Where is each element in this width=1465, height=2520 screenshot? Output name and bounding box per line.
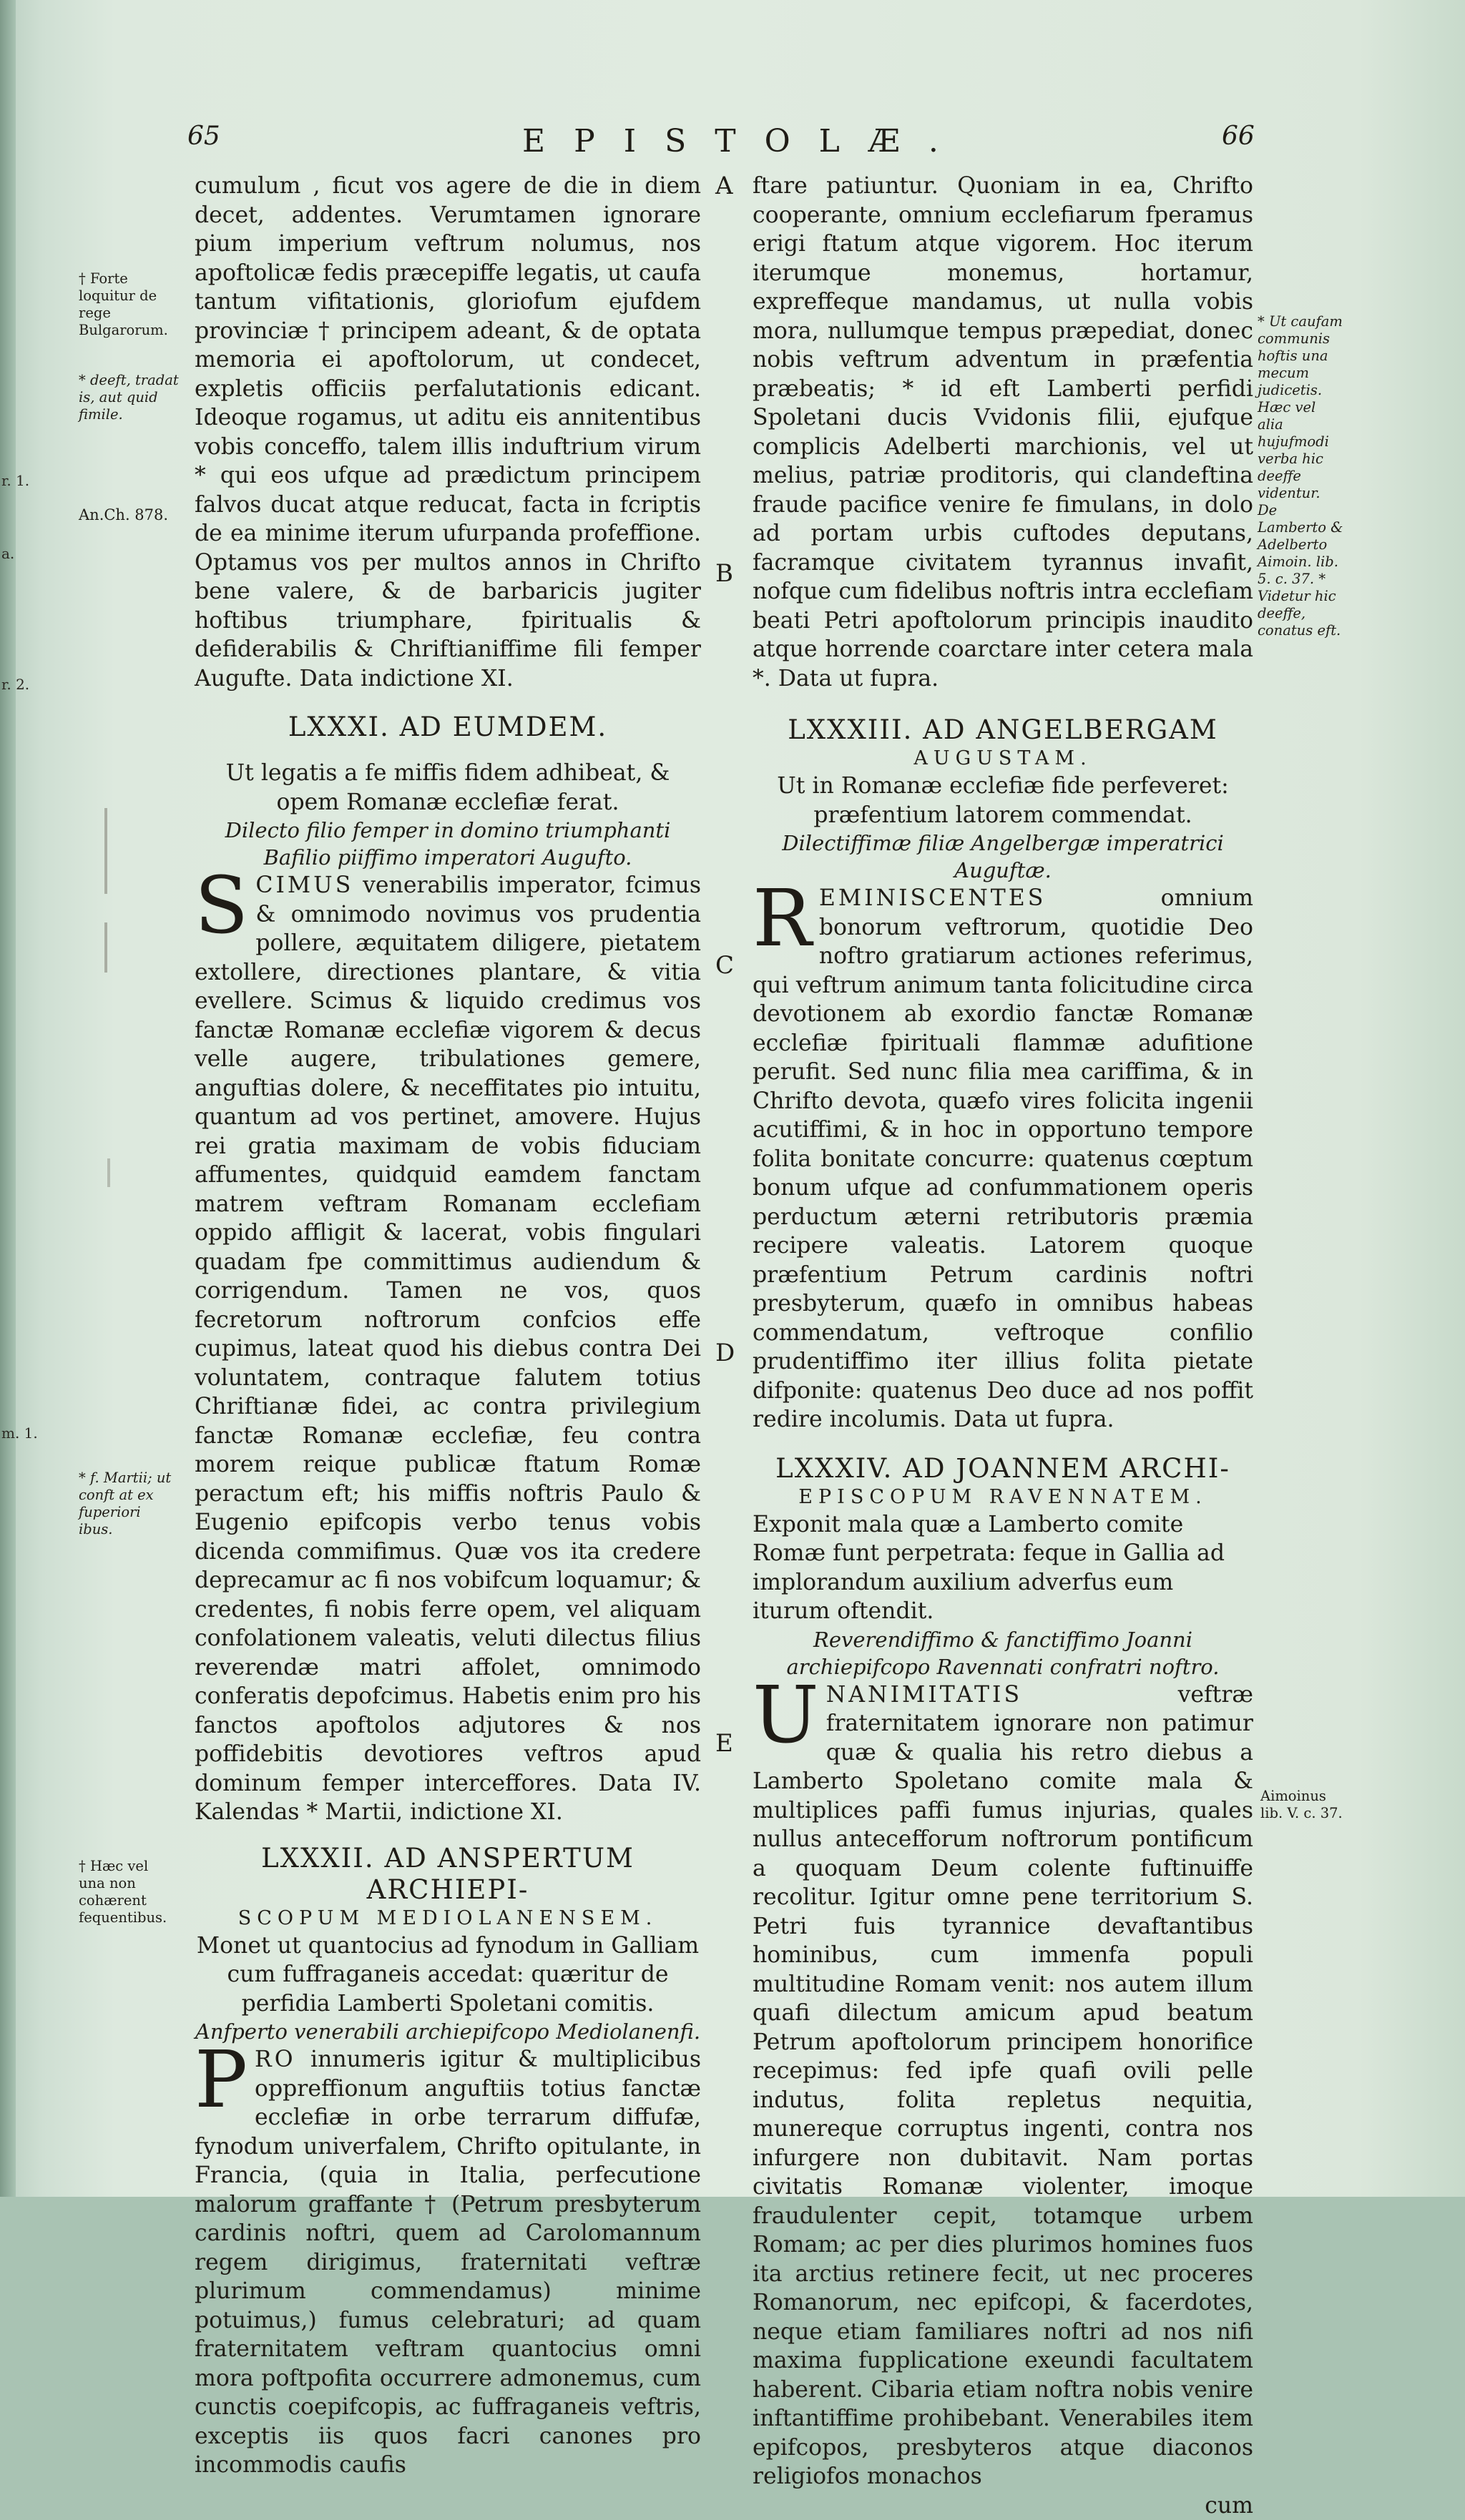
letter-subheading: AUGUSTAM.: [753, 746, 1253, 772]
opening-word: NANIMITATIS: [826, 1682, 1022, 1708]
letter-address: Dilecto filio femper in domino triumphanti Bafilio piiffimo imperatori Augufto.: [195, 817, 701, 871]
book-spine: [0, 0, 16, 2197]
letter-heading: LXXXII. AD ANSPERTUM ARCHIEPI-: [195, 1843, 701, 1906]
letter-summary: Monet ut quantocius ad fynodum in Galliam cum fuffraganeis accedat: quæritur de perfidia Lamberti Spoletani comitis.: [195, 1931, 701, 2019]
section-letter-a: A: [715, 172, 733, 200]
body-paragraph: ftare patiuntur. Quoniam in ea, Chrifto cooperante, omnium ecclefiarum fperamus erigi ftatum atque vigorem. Hoc iterum iterumque monemus, hortamur, expreffeque mandamus, ut nulla vobis mora, nullumque tempus præpediat, donec nobis veftrum adventum in præfentia præbeatis; * id eft Lamberti perfidi Spoletani ducis Vvidonis filii, ejufque complicis Adelberti marchionis, vel ut melius, patriæ proditoris, qui clandeftina fraude pacifice venire fe fimulans, in dolo ad portam urbis cuftodes deputans, facramque civitatem tyrannus invafit, nofque cum fidelibus noftris intra ecclefiam beati Petri apoftolorum principis inaudito atque horrende coarctare inter cetera mala *. Data ut fupra.: [753, 172, 1253, 693]
body-paragraph: cumulum , ficut vos agere de die in diem decet, addentes. Verumtamen ignorare pium imperium veftrum nolumus, nos apoftolicæ fedis præcepiffe legatis, ut caufa tantum vifitationis, gloriofum ejufdem provinciæ † principem adeant, & de optata memoria ei apoftolorum, ut condecet, expletis officiis perfalutationis edicant. Ideoque rogamus, ut aditu eis annitentibus vobis conceffo, talem illis induftrium virum * qui eos ufque ad prædictum principem falvos ducat atque reducat, facta in fcriptis de ea minime iterum ufurpanda profeffione. Optamus vos per multos annos in Chrifto bene valere, & de barbaricis jugiter hoftibus triumphare, fpiritualis & defiderabilis & Chriftianiffime fili femper Augufte. Data indictione XI.: [195, 172, 701, 693]
letter-address: Dilectiffimæ filiæ Angelbergæ imperatrici Auguftæ.: [753, 830, 1253, 884]
letter-subheading: SCOPUM MEDIOLANENSEM.: [195, 1906, 701, 1931]
section-letter-d: D: [715, 1339, 735, 1367]
letter-text: omnium bonorum veftrorum, quotidie Deo noftro gratiarum actiones referimus, qui veftrum animum tanta folicitudine circa devotionem ab exordio fanctæ Romanæ ecclefiæ fpirituali flammæ adufitione perufit. Sed nunc filia mea cariffima, & in Chrifto devota, quæfo vires folicita ingenii acutiffimi, & in hoc in opportuno tempore folita bonitate concurre: quatenus cœptum bonum ufque ad confummationem operis perductum æterni retributoris præmia recipere valeatis. Latorem quoque præfentium Petrum cardinis noftri presbyterum, quæfo in omnibus habeas commendatum, veftroque confilio prudentiffimo iter illius folita pietate difponite: quatenus Deo duce ad nos poffit redire incolumis. Data ut fupra.: [753, 885, 1253, 1432]
right-column: [753, 172, 1253, 2520]
margin-note: Aimoinus lib. V. c. 37.: [1260, 1788, 1346, 1822]
page-number-right: 66: [1222, 122, 1255, 151]
section-letter-b: B: [715, 559, 733, 588]
letter-subheading: EPISCOPUM RAVENNATEM.: [753, 1485, 1253, 1510]
margin-note: * deeft, tradat is, aut quid fimile.: [79, 372, 179, 423]
letter-summary: Exponit mala quæ a Lamberto comite Romæ funt perpetrata: feque in Gallia ad implorandum auxilium adverfus eum iturum oftendit.: [753, 1510, 1253, 1626]
letter-heading: LXXXIV. AD JOANNEM ARCHI-: [753, 1453, 1253, 1485]
left-column: [195, 172, 701, 2480]
edge-mark: r. 1.: [1, 472, 29, 489]
letter-text: innumeris igitur & multiplicibus oppreffionum anguftiis totius fanctæ ecclefiæ in orbe terrarum diffufæ, fynodum univerfalem, Chrifto opitulante, in Francia, (quia in Italia, perfecutione malorum graffante † (Petrum presbyterum cardinis noftri, quem ad Carolomannum regem dirigimus, fraternitati veftræ plurimum commendamus) minime potuimus,) fumus celebraturi; ad quam fraternitatem veftram quantocius omni mora poftpofita occurrere admonemus, cum cunctis coepifcopis, ac fuffraganeis veftris, exceptis iis quos facri canones pro incommodis caufis: [195, 2047, 701, 2478]
edge-mark: m. 1.: [1, 1424, 38, 1442]
letter-body: [195, 871, 701, 1827]
opening-word: RO: [255, 2047, 296, 2072]
margin-note-year: An.Ch. 878.: [79, 506, 182, 523]
section-letter-c: C: [715, 951, 734, 980]
section-letter-e: E: [715, 1729, 733, 1758]
running-head-title: EPISTOLÆ.: [522, 123, 967, 159]
drop-cap: S: [195, 874, 248, 937]
margin-note: † Forte loquitur de rege Bulgarorum.: [79, 270, 179, 339]
margin-note: * Ut caufam communis hoftis una mecum judicetis. Hæc vel alia hujufmodi verba hic deeffe videntur. De Lamberto & Adelberto Aimoin. lib. 5. c. 37. * Videtur hic deeffe, conatus eft.: [1258, 313, 1343, 639]
letter-address: Reverendiffimo & fanctiffimo Joanni archiepifcopo Ravennati confratri noftro.: [753, 1626, 1253, 1680]
edge-mark: r. 2.: [1, 676, 29, 693]
letter-body: [753, 1680, 1253, 2491]
letter-body: [195, 2045, 701, 2480]
letter-body: [753, 884, 1253, 1434]
edge-mark: a.: [1, 545, 14, 562]
marginal-mark: [104, 922, 107, 973]
letter-text: veftræ fraternitatem ignorare non patimur quæ & qualia his retro diebus a Lamberto Spoletano comite mala & multiplices paffi fumus injurias, quales nullus antecefforum noftrorum pontificum a quoquam Deum colente fuftinuiffe recolitur. Igitur omne pene territorium S. Petri fuis tyrannice devaftantibus hominibus, cum immenfa populi multitudine Romam venit: nos autem illum quafi dilectum amicum apud beatum Petrum apoftolorum principem honorifice recepimus: fed ipfe quafi ovili pelle indutus, folita repletus nequitia, munereque corruptus ingenti, contra nos infurgere non dubitavit. Nam portas civitatis Romanæ violenter, imoque fraudulenter cepit, totamque urbem Romam; ac per dies plurimos homines fuos ita arctius retinere fecit, ut nec proceres Romanorum, nec epifcopi, & facerdotes, neque etiam familiares noftri ad nos nifi maxima fupplicatione exeundi facultatem haberent. Cibaria etiam noftra nobis venire inftantiffime prohibebant. Venerabiles item epifcopos, presbyteros atque diaconos religiofos monachos: [753, 1682, 1253, 2490]
marginal-mark: [104, 808, 107, 894]
drop-cap: R: [753, 887, 812, 950]
margin-note: † Hæc vel una non cohærent fequentibus.: [79, 1858, 179, 1926]
letter-heading: LXXXI. AD EUMDEM.: [195, 712, 701, 743]
letter-heading: LXXXIII. AD ANGELBERGAM: [753, 714, 1253, 746]
marginal-mark: [107, 1158, 110, 1187]
catchword: cum: [753, 2491, 1253, 2520]
drop-cap: P: [195, 2048, 248, 2111]
opening-word: CIMUS: [255, 872, 353, 898]
letter-summary: Ut legatis a fe miffis fidem adhibeat, & opem Romanæ ecclefiæ ferat.: [195, 759, 701, 817]
opening-word: EMINISCENTES: [819, 885, 1047, 911]
margin-note: * f. Martii; ut conft at ex fuperiori ibus.: [79, 1470, 179, 1538]
page-number-left: 65: [187, 122, 220, 151]
letter-text: venerabilis imperator, fcimus & omnimodo novimus vos prudentia pollere, æquitatem diligere, pietatem extollere, directiones plantare, & vitia evellere. Scimus & liquido credimus vos fanctæ Romanæ ecclefiæ vigorem & decus velle augere, tribulationes gemere, anguftias dolere, & neceffitates pio intuitu, quantum ad vos pertinet, amovere. Hujus rei gratia maximam de vobis fiduciam affumentes, quidquid eamdem fanctam matrem veftram Romanam ecclefiam oppido affligit & lacerat, vobis fingulari quadam fpe committimus audiendum & corrigendum. Tamen ne vos, quos fecretorum noftrorum confcios effe cupimus, lateat quod his diebus contra Dei voluntatem, contraque falutem totius Chriftianæ fidei, ac contra privilegium fanctæ Romanæ ecclefiæ, feu contra morem reique publicæ ftatum Romæ peractum eft; his miffis noftris Paulo & Eugenio epifcopis verbo tenus vobis dicenda commifimus. Quæ vos ita credere deprecamur ac fi nos vobifcum loquamur; & credentes, fi nobis ferre opem, vel aliquam confolationem valeatis, veluti dilectus filius reverendæ matri affolet, omnimodo conferatis depofcimus. Habetis enim pro his fanctos apoftolos adjutores & nos poffidebitis devotiores veftros apud dominum femper interceffores. Data IV. Kalendas * Martii, indictione XI.: [195, 872, 701, 1825]
letter-summary: Ut in Romanæ ecclefiæ fide perfeveret: præfentium latorem commendat.: [753, 772, 1253, 830]
drop-cap: U: [753, 1683, 819, 1746]
letter-address: Anfperto venerabili archiepifcopo Mediolanenfi.: [195, 2018, 701, 2045]
